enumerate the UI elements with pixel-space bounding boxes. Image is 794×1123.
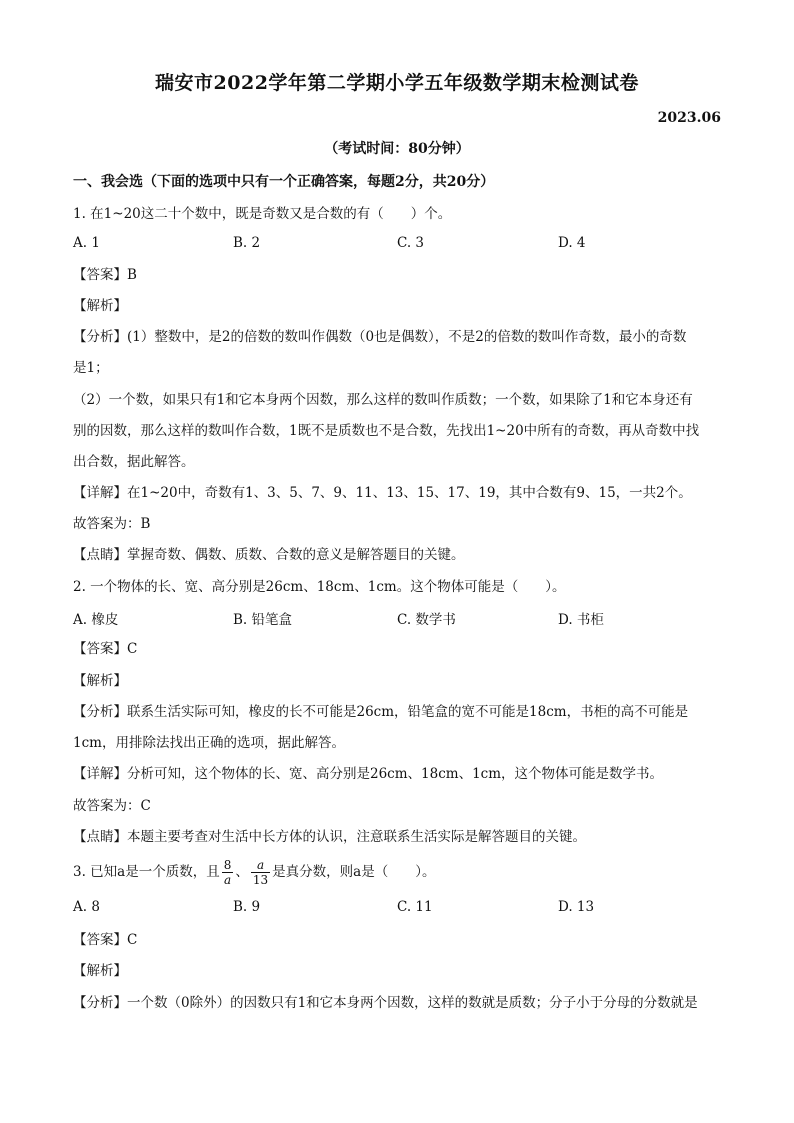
q1-stem: 1. 在1~20这二十个数中，既是奇数又是合数的有（ ）个。 — [73, 206, 452, 222]
q3-option-b: B. 9 — [233, 899, 261, 915]
q2-analysis-line-2: 1cm，用排除法找出正确的选项，据此解答。 — [73, 735, 345, 751]
q3-fraction-a-over-13 — [251, 858, 270, 887]
q2-conclusion: 故答案为：C — [73, 798, 151, 814]
q2-answer: 【答案】C — [73, 641, 138, 657]
q1-analysis-line-2: 是1； — [73, 360, 109, 376]
q2-option-d: D. 书柜 — [558, 612, 604, 628]
q1-option-a: A. 1 — [73, 235, 100, 251]
q3-stem — [73, 854, 733, 890]
q1-option-d: D. 4 — [558, 235, 586, 251]
q1-option-c: C. 3 — [397, 235, 425, 251]
q3-fraction-1-denominator: a — [223, 872, 232, 887]
q3-option-c: C. 11 — [397, 899, 433, 915]
q1-analysis-line-5: 出合数，据此解答。 — [73, 454, 195, 470]
q1-analysis-line-1: 【分析】(1）整数中，是2的倍数的数叫作偶数（0也是偶数），不是2的倍数的数叫作奇数，最小的奇数 — [73, 329, 687, 345]
q1-analysis-line-4: 别的因数，那么这样的数叫作合数，1既不是质数也不是合数，先找出1~20中所有的奇数，再从奇数中找 — [73, 423, 700, 439]
q1-detail: 【详解】在1~20中，奇数有1、3、5、7、9、11、13、15、17、19，其中合数有9、15，一共2个。 — [73, 485, 692, 501]
q3-option-d: D. 13 — [558, 899, 595, 915]
q3-analysis-label: 【解析】 — [73, 963, 127, 979]
section-heading: 一、我会选（下面的选项中只有一个正确答案，每题2分，共20分） — [73, 174, 495, 190]
q2-option-b: B. 铅笔盒 — [233, 612, 293, 628]
q3-stem-start: 3. 已知a是一个质数，且 — [73, 864, 220, 880]
q3-answer: 【答案】C — [73, 932, 138, 948]
q1-analysis-label: 【解析】 — [73, 298, 127, 314]
q2-option-c: C. 数学书 — [397, 612, 456, 628]
q2-analysis-label: 【解析】 — [73, 673, 127, 689]
q2-stem: 2. 一个物体的长、宽、高分别是26cm、18cm、1cm。这个物体可能是（ ）。 — [73, 579, 566, 595]
q2-detail: 【详解】分析可知，这个物体的长、宽、高分别是26cm、18cm、1cm，这个物体可能是数学书。 — [73, 766, 664, 782]
q1-comment: 【点睛】掌握奇数、偶数、质数、合数的意义是解答题目的关键。 — [73, 547, 465, 563]
q1-option-b: B. 2 — [233, 235, 261, 251]
q3-option-a: A. 8 — [73, 899, 100, 915]
page-title: 瑞安市2022学年第二学期小学五年级数学期末检测试卷 — [155, 72, 639, 94]
exam-time: （考试时间：80分钟） — [324, 141, 470, 157]
q2-analysis-line-1: 【分析】联系生活实际可知，橡皮的长不可能是26cm，铅笔盒的宽不可能是18cm，书柜的高不可能是 — [73, 704, 689, 720]
q3-separator: 、 — [235, 864, 249, 880]
q3-fraction-2-numerator: a — [256, 857, 265, 872]
q3-fraction-8-over-a — [222, 858, 234, 887]
q1-answer: 【答案】B — [73, 267, 137, 283]
exam-date: 2023.06 — [657, 110, 721, 126]
q2-option-a: A. 橡皮 — [73, 612, 119, 628]
q3-analysis-line-1: 【分析】一个数（0除外）的因数只有1和它本身两个因数，这样的数就是质数；分子小于分母的分数就是 — [73, 995, 698, 1011]
q3-fraction-2-denominator: 13 — [252, 872, 269, 887]
q3-fraction-1-numerator: 8 — [223, 857, 232, 872]
q1-analysis-line-3: （2）一个数，如果只有1和它本身两个因数，那么这样的数叫作质数；一个数，如果除了1和它本身还有 — [73, 392, 693, 408]
q1-conclusion: 故答案为：B — [73, 516, 151, 532]
q2-comment: 【点睛】本题主要考查对生活中长方体的认识，注意联系生活实际是解答题目的关键。 — [73, 829, 586, 845]
q3-stem-end: 是真分数，则a是（ ）。 — [272, 864, 436, 880]
